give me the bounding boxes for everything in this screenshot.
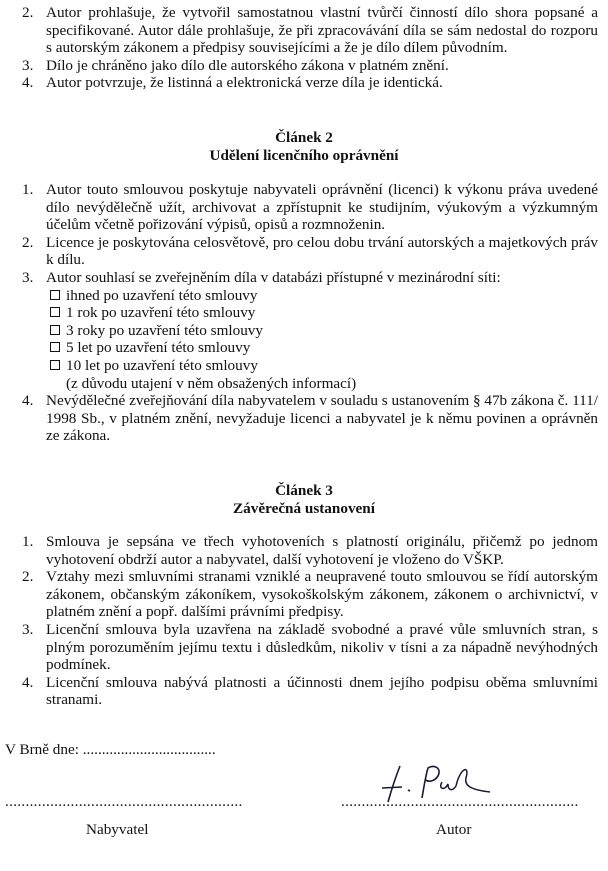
article-3-title: Závěrečná ustanovení [233, 500, 375, 517]
publication-option [46, 287, 598, 305]
signature-line-left: .......................................................... [5, 793, 243, 810]
list-item: 3. Autor souhlasí se zveřejněním díla v databázi přístupné v mezinárodní síti: ihned po uzavření této smlouvy 1 rok po uzavření této smlouvy 3 roky po uzavření této smlouvy 5 let po uzavření této smlouvy 10 let po uzavření této smlouvy (z důvodu utajení v něm obsažených informací) [0, 269, 604, 392]
list-item: 4. Autor potvrzuje, že listinná a elektronická verze díla je identická. [22, 74, 443, 92]
option-label: ihned po uzavření této smlouvy [66, 286, 258, 304]
list-item: 4. Licenční smlouva nabývá platnosti a účinnosti dnem jejího podpisu oběma smluvními stranami. [22, 673, 598, 709]
article-3-number: Článek 3 [275, 482, 333, 499]
item-text: Autor touto smlouvou poskytuje nabyvateli oprávnění (licenci) k výkonu práva uvedené dílo nevýdělečně užít, archivovat a zpřístupnit ke studijním, výukovým a výzkumným účelům včetně pořizování výpisů, opisů a rozmnoženin. [46, 181, 598, 234]
item-text: Autor souhlasí se zveřejněním díla v databázi přístupné v mezinárodní síti: [46, 268, 501, 286]
item-text: Licenční smlouva nabývá platnosti a účinnosti dnem jejího podpisu oběma smluvními stranami. [46, 673, 598, 709]
section-1-continuation [0, 4, 604, 92]
publication-option [46, 322, 598, 340]
checkbox[interactable] [50, 342, 60, 352]
item-text: Autor prohlašuje, že vytvořil samostatnou vlastní tvůrčí činností dílo shora popsané a specifikované. Autor dále prohlašuje, že při zpracovávání díla se sám nedostal do rozporu s autorským zákonem a předpisy souvisejícími a že je dílo dílem původním. [46, 4, 598, 57]
item-text: Licence je poskytována celosvětově, pro celou dobu trvání autorských a majetkových práv k dílu. [46, 233, 598, 269]
item-text: Autor potvrzuje, že listinná a elektronická verze díla je identická. [46, 74, 443, 92]
checkbox[interactable] [50, 325, 60, 335]
option-label: 5 let po uzavření této smlouvy [66, 339, 251, 357]
item-text: Nevýdělečné zveřejňování díla nabyvatelem v souladu s ustanovením § 47b zákona č. 111/ 1998 Sb., v platném znění, nevyžaduje licenci a nabyvatel je k němu povinen a oprávněn ze zákona. [46, 392, 598, 445]
list-item: 1. Autor touto smlouvou poskytuje nabyvateli oprávnění (licenci) k výkonu práva uvedené dílo nevýdělečně užít, archivovat a zpřístupnit ke studijním, výukovým a výzkumným účelům včetně pořizování výpisů, opisů a rozmnoženin. [22, 181, 598, 234]
article-2-body [0, 181, 604, 445]
publication-options [46, 287, 598, 375]
item-text: Licenční smlouva byla uzavřena na základě svobodné a pravé vůle smluvních stran, s plným porozuměním jejímu textu i důsledkům, nikoliv v tísni a za nápadně nevýhodných podmínek. [46, 620, 598, 674]
checkbox[interactable] [50, 360, 60, 370]
article-2-title: Udělení licenčního oprávnění [209, 147, 399, 164]
list-item: 4. Nevýdělečné zveřejňování díla nabyvatelem v souladu s ustanovením § 47b zákona č. 111/ 1998 Sb., v platném znění, nevyžaduje licenci a nabyvatel je k němu povinen a oprávněn ze zákona. [22, 392, 598, 445]
publication-option [46, 339, 598, 357]
item-text: Vztahy mezi smluvními stranami vzniklé a neupravené touto smlouvou se řídí autorským zákonem, občanským zákoníkem, vysokoškolským zákonem, zákonem o archivnictví, v platném znění a popř. dalšími právními předpisy. [46, 568, 598, 621]
article-2-number: Článek 2 [275, 129, 333, 146]
publication-option [46, 304, 598, 322]
article-3-list [0, 533, 604, 709]
section-1-list [0, 4, 604, 92]
list-item: 3. Dílo je chráněno jako dílo dle autorského zákona v platném znění. [22, 56, 449, 74]
signatory-label-autor: Autor [436, 821, 472, 838]
item-text: Smlouva je sepsána ve třech vyhotoveních s platností originálu, přičemž po jednom vyhotovení obdrží autor a nabyvatel, další vyhotovení je vloženo do VŠKP. [46, 533, 598, 568]
option-note: (z důvodu utajení v něm obsažených informací) [66, 374, 357, 392]
list-item: 1. Smlouva je sepsána ve třech vyhotoveních s platností originálu, přičemž po jednom vyhotovení obdrží autor a nabyvatel, další vyhotovení je vloženo do VŠKP. [22, 533, 598, 568]
checkbox[interactable] [50, 290, 60, 300]
publication-option [46, 357, 598, 375]
list-item: 2. Autor prohlašuje, že vytvořil samostatnou vlastní tvůrčí činností dílo shora popsané a specifikované. Autor dále prohlašuje, že při zpracovávání díla se sám nedostal do rozporu s autorským zákonem a předpisy souvisejícími a že je dílo dílem původním. [22, 4, 598, 57]
article-2-heading [0, 129, 608, 165]
option-label: 1 rok po uzavření této smlouvy [66, 304, 256, 322]
item-text: Dílo je chráněno jako dílo dle autorského zákona v platném znění. [46, 56, 449, 74]
list-item: 2. Licence je poskytována celosvětově, pro celou dobu trvání autorských a majetkových práv k dílu. [22, 233, 598, 269]
signatory-label-nabyvatel: Nabyvatel [86, 821, 149, 838]
article-3-heading [0, 482, 608, 518]
option-label: 10 let po uzavření této smlouvy [66, 356, 258, 374]
article-2-list [0, 181, 604, 445]
article-3-body [0, 533, 604, 709]
place-date-line: V Brně dne: ................................... [5, 741, 216, 758]
list-item: 2. Vztahy mezi smluvními stranami vzniklé a neupravené touto smlouvou se řídí autorským zákonem, občanským zákoníkem, vysokoškolským zákonem, zákonem o archivnictví, v platném znění a popř. dalšími právními předpisy. [22, 568, 598, 621]
signature-line-right: .......................................................... [341, 793, 579, 810]
list-item: 3. Licenční smlouva byla uzavřena na základě svobodné a pravé vůle smluvních stran, s plným porozuměním jejímu textu i důsledkům, nikoliv v tísni a za nápadně nevýhodných podmínek. [22, 620, 598, 674]
option-label: 3 roky po uzavření této smlouvy [66, 321, 263, 339]
checkbox[interactable] [50, 307, 60, 317]
